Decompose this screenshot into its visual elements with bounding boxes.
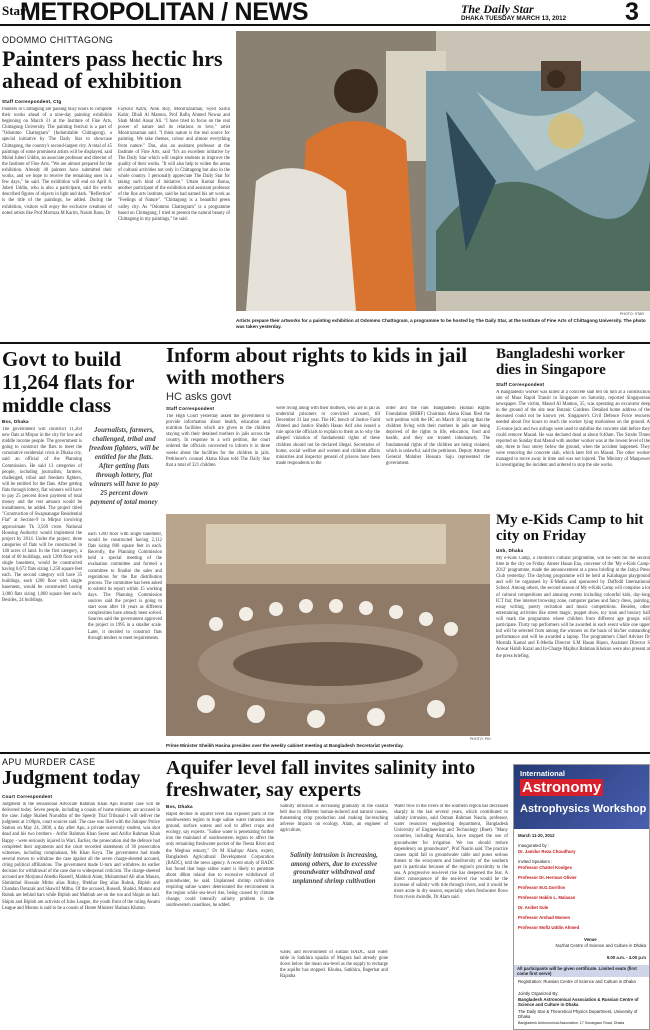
kids-column-2: were living along with their mothers, who are in jail as undertrial prisoners or convicted accused, till December 31 last year. The HC bench of Justice Farid Ahmed and Justice Sheikh Hasan Arif also issued a rule upon the officials to explain to them as to why the alleged violation of fundamental rights of these children should not be declared illegal. Secretaries of home, social welfare and women and children affairs ministries and inspector general of prisons have been made respondents to the: [276, 406, 380, 466]
kids-byline: Staff Correspondent: [166, 406, 215, 411]
salinity-pull-quote: Salinity intrusion is increasing, among others, due to excessive groundwater withdrawal and unplanned shrimp cultivation: [289, 852, 378, 885]
ad-speaker: Professor Chattel Koolges: [518, 865, 572, 870]
flats-pull-quote: Journalists, farmers, challenged, tribal and freedom fighters, will be entitled for the flats. After getting flats through lottery, flat winners will have to pay 25 percent down payment of total money: [89, 426, 159, 506]
flats-headline: Govt to build 11,264 flats for middle class: [2, 348, 135, 417]
painting-artist-photo: [236, 31, 650, 311]
ad-label-astronomy: Astronomy: [522, 779, 602, 796]
ad-registration: Registration: Russian Centre of Science and Culture in Dhaka: [518, 979, 636, 984]
ad-banner: [514, 765, 649, 829]
salinity-column-2b: water, and environment of sustain BADC, said water table in Satkhira upazila of Magura had already gone down below the mean sea-level as the supply to recharge the aquifer has stopped. Khulna, Satkhira, Bagerhat and Rajanba: [280, 950, 388, 980]
cabinet-photo-credit: PHOTO: PID: [470, 737, 491, 741]
cabinet-photo: [166, 514, 490, 736]
cabinet-meeting-photo: [166, 514, 490, 736]
ad-organised-label: Jointly Organized By:: [518, 991, 559, 996]
ekids-headline: My e-Kids Camp to hit city on Friday: [496, 512, 644, 544]
painters-headline: Painters pass hectic hrs ahead of exhibition: [2, 48, 223, 93]
kids-column-3: order and the rule. Bangladesh Human Rights Foundation (BHRF) Chairman Alena Khan filed the writ petition with the HC on March 10 saying that the children living with their mothers in jails are being deprived of the rights to life, education, food and health, and they are treated inhumanely. The fundamental rights of the children are being violated, which is unlawful, said the petitioner. Deputy Attorney General Motaher Hossain Saju represented the government.: [386, 406, 490, 466]
ad-speaker: Professor Dr. Herman Olivier: [518, 875, 577, 880]
salinity-column-2: Salinity intrusion is increasing gradually in the coastal belt due to different human-induced and natural causes, threatening crop production and making far-reaching adverse impacts on ecology. Alam, an engineer of agriculture,: [280, 804, 388, 834]
star-logo-icon: Star: [2, 3, 26, 18]
painters-kicker: ODOMMO CHITTAGONG: [2, 35, 114, 45]
page-number: 3: [625, 0, 639, 26]
salinity-column-1: Rapid decline in aquifer level has exposed parts of the southwestern region to huge saline water intrusion into ground, surface waters and soil to affect crops and ecology, say experts. "Saline water is penetrating further into the mainland of southwestern region to affect the only remaining freshwater pocket of the Teesta River and the Meghna estuary," Dr M Khaliqur Alam, expert, Bangladesh Agricultural Development Corporation (BADC), told the news agency. A recent study of BADC has found that huge saline water is likely to penetrate about 40km inland due to excessive withdrawal of groundwater, he said. Unplanned shrimp cultivation requiring saline waters deteriorated the environment in the region while sea-level rise, being caused by climate change, could intensify salinity problem in the southwestern coastlines, he added.: [166, 812, 274, 909]
painters-column-1: Painters in Chittagong are passing busy hours to complete their works ahead of a nine-day painting exhibition beginning on March 31 at the Institute of Fine Arts, Chittagong University. The painting festival is a part of "Odommo Chattogram" (Indomitable Chittagong), a special initiative by The Daily Star to showcase Chittagong, the country's second-largest city. A total of 45 paintings of some prominent artists will be displayed, said Mohd Juberi Uddin, an associate professor and director of the Institute of Fine Arts. "We are almost prepared for the exhibition. Already 40 painters have submitted their works, and we hope to receive the remaining ones in a few days," he said. The exhibition will end on April 8. Juberi Uddin, who is also a participant, said his works described figures of objects in light and dark. "Reflection" is the title of the paintings, he added. During the exhibition, visitors will enjoy the exclusive creations of noted artists like Prof Mortuza M Karim, Nasim Banu, Dr: [2, 107, 112, 216]
judgment-byline: Court Correspondent: [2, 794, 53, 799]
flats-column-1: The government will construct 11,264 new flats at Mirpur in the city for low and middle income people. The government is going to construct the flats to meet the cumulative residential crisis in Dhaka city, said an official of the Planning Commission. He said 13 categories of people, including journalists, farmers, challenged, tribal and freedom fighters, will be entitled for the flats. After getting flats through lottery, flat winners will have to pay 25 percent down payment of total money and the rest amount would be installments, he added. The project titled "Construction of Swapnanagar Residential Flat" at Section-9 in Mirpur involving approximate Tk 3,569 crore. National Housing Authority would implement the project by 2014. Under the project, three categories of flats will be constructed in 140 acres of land. In the first category, a total of 60 buildings, each 1200 floor with single basement, would be constructed having 6,672 flats sizing 1,250 square feet each. The second category will have 35 buildings, each 1200 floor with single basement, would be constructed having 3,080 flats sizing 1,000 square feet each. Besides, 24 buildings,: [2, 427, 82, 603]
ad-venue-label: Venue: [584, 937, 597, 942]
cabinet-caption: Prime Minister Sheikh Hasina presides over the weekly cabinet meeting at Bangladesh Secretariat yesterday.: [166, 743, 404, 748]
ekids-byline: Unb, Dhaka: [496, 548, 524, 553]
flats-byline: Bss, Dhaka: [2, 419, 29, 424]
ad-certificate-note: All participants will be given certificate. Limited seats (first come first serve): [514, 965, 649, 977]
kids-subhead: HC asks govt: [166, 391, 232, 403]
singapore-byline: Staff Correspondent: [496, 382, 545, 387]
singapore-headline: Bangladeshi worker dies in Singapore: [496, 346, 625, 378]
ad-speaker: Professor Hakim L. Malasan: [518, 895, 576, 900]
ad-speakers-label: Invited Speakers :: [518, 859, 553, 864]
flats-column-2: each 1200 floor with single basement, would be constructed having 2,112 flats sizing 800 square feet in each. Recently, the Planning Commission held a special meeting of the evaluation committee and formed a committee to finalise the sales and regulations for the flat distribution process. The committee has been asked to submit its report within 15 working days. The Planning Commission sources said the project is going to start soon after 18 years as different complexities have already been solved. Sources said the government approved the project in 1995 in a smaller scale. Later, it decided to construct flats through tenders to meet requirements.: [88, 532, 162, 641]
ad-speaker: Professor M.G.Gorrilov: [518, 885, 566, 890]
ad-label-workshop: Astrophysics Workshop: [520, 803, 647, 815]
ad-label-international: International: [520, 769, 566, 778]
judgment-headline: Judgment today: [2, 768, 141, 789]
painters-caption: Artists prepare their artworks for a painting exhibition at Odommo Chattogram, a programme to be hosted by The Daily Star, at the Institute of Fine Arts of Chittagong University. The photo was taken yesterday.: [236, 318, 646, 329]
astronomy-workshop-ad: [513, 764, 650, 1030]
ad-media-partner: The Daily Star & Theoretical Physics Department, University of Dhaka: [518, 1009, 638, 1020]
painters-byline: Staff Correspondent, Ctg: [2, 99, 62, 104]
kids-headline: Inform about rights to kids in jail with mothers: [166, 344, 468, 388]
newspaper-name: The Daily Star: [461, 2, 534, 16]
masthead: [0, 0, 650, 26]
issue-date: DHAKA TUESDAY MARCH 13, 2012: [461, 15, 567, 22]
judgment-body: Judgment in the sensational Advocate Rahman Khan Apu murder case will be delivered today. Seven people, including a cousin of home minister, are accused in the case. Judge Shahed Nuruddin of the Speedy Trial Tribunal-1 will deliver the judgment at 1:00pm, court sources said. The case was filed with the Jatrapur Police Station on May 24, 2008, a day after Apu, a private university student, was shot dead and his two brothers - Arifur Rahman Khan Sezen and Azifur Rahman Khan Bappy - were seriously injured in Wari. Earlier, the prosecution and the defence had completed their arguments and the court recorded statements of 30 prosecution witnesses, including complainant, Ms Khan Keya. The government had made several moves to withdraw the case against all the seven charge-sheeted accused, citing political affiliations. The government made U-turn and withdrew its earlier decision for withdrawal of the case due to widespread criticism. The charge-sheeted accused are Morjunul Abedin Russell, Mahbub Alam, Mohammad Ali alias Manan, Shmimbul Hossain Mithu alias Ridoy, Iftekhar Beg alias Rubuk, Biplob and Chandan Derazak and Shawrif Mithu. Of the accused, Russell, Shahid, Munnu and Rubuk are behind bars while Biplob and Mahbub are on the run and Shipin on bail. Shipin and Biplob are activists of Jubo League, the youth front of the ruling Awami League and Munnu is said to be a cousin of Home Minister Shahara Khatun.: [2, 802, 160, 911]
salinity-byline: Bss, Dhaka: [166, 804, 193, 809]
ad-inaugurator: Dr. Jamilur Reza Choudhury: [518, 849, 576, 854]
divider: [0, 752, 650, 754]
painters-photo: [236, 31, 650, 311]
ad-speaker: Dr. Aniket Sule: [518, 905, 549, 910]
ad-speaker: Professor Mofiz Uddin Ahmed: [518, 925, 580, 930]
ekids-body: My e-Kids Camp, a children's cultural programme, will be held for the second time in the city on Friday. Ameer Hasan Ena, convener of the 'My e-Kids Camp-2012' programme, made the announcement at a press briefing at the Jatiya Press Club yesterday. The daylong programme will be held at Kalabagan playground and will be organised by E-Media and sponsored by Daffodil International School. Among others, the second season of My e-Kids Camp will comprise a lot of cultural competitions and amusing events including colourful kids, day-long ICT fair, free internet browsing zone, computer games and fancy dress, painting, essay writing, poetry recitation and music competitions. Besides, other entertaining activities like street magic, puppet show, toy train and bouncy ball will mark the programme where children from different age groups will participate. Thirty top performers will be awarded in each event while one upper kid will be selected from among the winners on the basis of his/her outstanding performance and will be awarded a laptop. The programme's Chief Adviser Dr Mostafa Kamal and E-Media Director S.M Hasan Ripon, Assistant Director S Anwar Habib Kazal and In-Charge Majibur Rahman Khokon were also present at the press briefing.: [496, 556, 650, 659]
ad-footer: Bangladesh Astronomical Association, 17 Sonargaon Road, Dhaka: [518, 1021, 625, 1025]
salinity-headline: Aquifer level fall invites salinity into freshwater, say experts: [166, 757, 476, 801]
ad-time: 9.00 a.m. - 4.00 p.m: [606, 955, 646, 960]
ad-inaugurated-label: Inaugurated by :: [518, 843, 550, 848]
section-title: METROPOLITAN / NEWS: [20, 0, 309, 26]
painters-column-2: Fayezul Azim, Alok Roy, Moniruzzaman, Syed Saiful Kabir, Dhali Al Mamun, Prof Rafiq Ahmed Newaz and Shah Mohd Ansar Ali. "I have tried to focus on the real power of nature and its relations to love," artist Moniruzzaman said. "I think nature is the real source for painting. We take themes, colour and almost everything from nature." Das, also an assistant professor at the Institute of Fine Arts, said "It's an excellent initiative by The Daily Star which will inspire students to improve the quality of their works. "It will also help to widen the arena of cultural activities not only in Chittagong but also in the whole country. I personally appreciate The Daily Star for taking such kind of initiative." Uttam Kumar Barua, another participant of the exhibition and assistant professor of the fine arts institute, said he had named his art work as "Feelings of Nature". "Chittagong is a beautiful green valley city. As "Odommo Chattogram" is a programme based on Chittagong, I tried to present the natural beauty of Chittagong in my paintings," he said.: [118, 107, 230, 222]
painters-photo-credit: PHOTO: STAR: [620, 312, 645, 316]
ad-speaker: Professor Arshad Momen: [518, 915, 571, 920]
ad-organisers: Bangladesh Astronomical Association & Russian Centre of Science and Culture in Dhaka: [518, 997, 639, 1008]
kids-column-1: The High Court yesterday asked the government to provide information about health, education and nutrition facilities which are given to the children staying with their detained mothers in jails across the country. In response to a writ petition, the court ordered the officials concerned to inform it in three weeks about the facilities for the children in jails. Petitioner's counsel Akma Khan told The Daily Star that a total of 321 children: [166, 414, 270, 468]
judgment-kicker: APU MURDER CASE: [2, 757, 96, 767]
singapore-body: A Bangladeshi worker was killed at a concrete slab fell on him at a construction site of Mass Rapid Transit in Singapore on Saturday, reported Singaporean newspaper. The victim, Masud Al Mamun, 35, was operating an excavator deep in the ground of the site near Botanic Gardens. Detailed home address of the deceased could not be known yet. Singapore's Civil Defence Force rescuers needed about five hours to reach the worker lying motionless on the ground. A 15-tonne jack and two airbags were used to stabilise the concrete slab before they could remove Masud. He was declared dead at about 6:40am. The Straits Times reported on Sunday that Masud with another worker was at the lowest level of the site, three to four storey below the ground, when the accident happened. They were removing the concrete slab, which later fell on Masud. The other worker managed to move away in time and was not injured. The Ministry of Manpower is investigating the incident and ordered to stop the site works.: [496, 390, 650, 469]
ad-venue: Nuzhat Centre of Science and Culture in Dhaka: [555, 943, 646, 948]
salinity-column-3: Water flow in the rivers of the southern region has decreased sharply in the last several years, which contributed to salinity intrusion, said Osman Rahman Nasrin, professor, water resources engineering department, Bangladesh University of Engineering and Technology (Buet). "Many countries, including Australia, have stopped the use of groundwater for irrigation. We too should reduce dependency on groundwater", Prof Nasrin said. The practice causes rapid fall in groundwater table and poses serious threats to the ecosystem and biodiversity of the southern part in particular because of the region's proximity to the sea. A progressive sea-level rise has deepened the fear. A direct consequence of the sea-level rise would be the increase of salinity with tide through rivers, and it would be more acute in dry season, especially when freshwater flows from rivers dwindle, Dr Alam said.: [394, 804, 508, 901]
ad-dates: March 11-20, 2012: [518, 833, 555, 838]
